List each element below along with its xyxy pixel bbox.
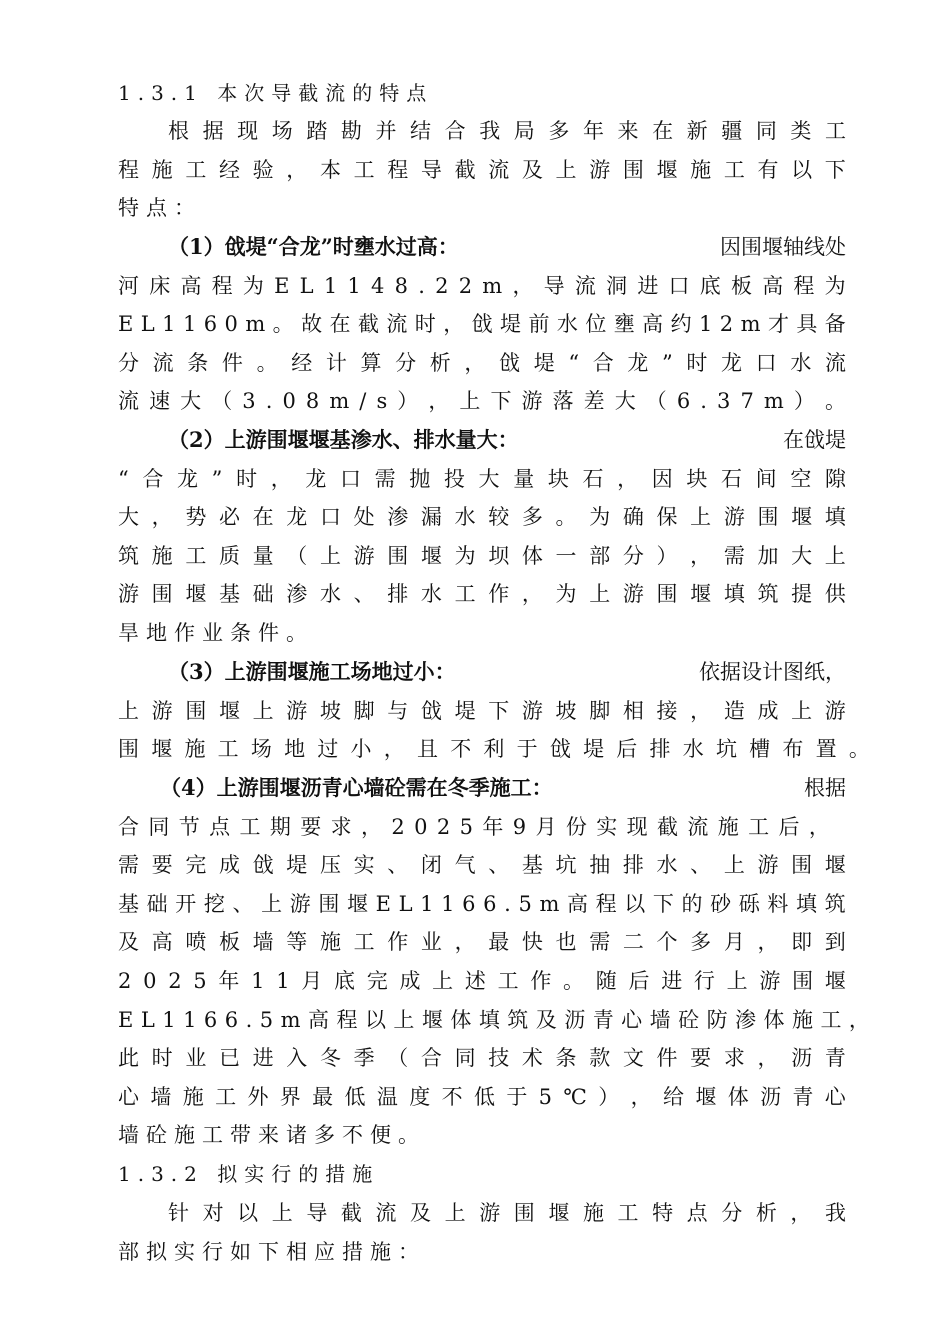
paragraph-line: 游 围 堰 基 础 渗 水 、 排 水 工 作 ， 为 上 游 围 堰 填 筑 提 供 bbox=[118, 582, 846, 607]
paragraph-line: 及 高 喷 板 墙 等 施 工 作 业 ， 最 快 也 需 二 个 多 月 ， 即 到 bbox=[118, 930, 846, 955]
paragraph-line: 因围堰轴线处 bbox=[720, 235, 846, 259]
paragraph-line: 此 时 业 已 进 入 冬 季 （ 合 同 技 术 条 款 文 件 要 求 ， 沥 青 bbox=[118, 1046, 846, 1071]
paragraph-line: E L 1 1 6 0 m 。 故 在 截 流 时 ， 戗 堤 前 水 位 壅 高 约 1 2 m 才 具 备 bbox=[118, 312, 846, 337]
point-3 bbox=[118, 653, 870, 769]
paragraph-line: 分 流 条 件 。 经 计 算 分 析 ， 戗 堤 “ 合 龙 ” 时 龙 口 水 流 bbox=[118, 350, 846, 375]
paragraph-line: 特点： bbox=[118, 196, 202, 221]
point-2-title: （2）上游围堰堰基渗水、排水量大： bbox=[168, 427, 519, 452]
point-1-first-line bbox=[118, 228, 846, 267]
section-1-intro bbox=[118, 112, 846, 228]
paragraph-line: 程 施 工 经 验 ， 本 工 程 导 截 流 及 上 游 围 堰 施 工 有 以 下 bbox=[118, 157, 846, 182]
paragraph-line: 依据设计图纸， bbox=[699, 660, 846, 684]
point-3-first-line bbox=[118, 653, 846, 692]
section-2-intro bbox=[118, 1194, 846, 1271]
point-1-title: （1）戗堤“合龙”时壅水过高： bbox=[168, 234, 459, 259]
point-2 bbox=[118, 421, 846, 653]
section-2-heading-block bbox=[118, 1155, 846, 1194]
paragraph-line: 部拟实行如下相应措施： bbox=[118, 1239, 426, 1264]
paragraph-line: 围 堰 施 工 场 地 过 小 ， 且 不 利 于 戗 堤 后 排 水 坑 槽 布 置 。 bbox=[118, 737, 870, 762]
point-4-first-line bbox=[118, 769, 846, 808]
section-2-heading: 1.3.2 拟实行的措施 bbox=[118, 1162, 380, 1186]
point-4 bbox=[118, 769, 870, 1155]
paragraph-line: 需 要 完 成 戗 堤 压 实 、 闭 气 、 基 坑 抽 排 水 、 上 游 围 堰 bbox=[118, 853, 846, 878]
paragraph-line: 根 据 现 场 踏 勘 并 结 合 我 局 多 年 来 在 新 疆 同 类 工 bbox=[168, 119, 846, 143]
paragraph-line: 大 ， 势 必 在 龙 口 处 渗 漏 水 较 多 。 为 确 保 上 游 围 堰 填 bbox=[118, 505, 846, 530]
paragraph-line: 流 速 大 （ 3 . 0 8 m / s ） ， 上 下 游 落 差 大 （ 6 . 3 7 m ） 。 bbox=[118, 389, 846, 414]
paragraph-line: 针 对 以 上 导 截 流 及 上 游 围 堰 施 工 特 点 分 析 ， 我 bbox=[168, 1201, 846, 1225]
section-1-heading: 1.3.1 本次导截流的特点 bbox=[118, 81, 434, 105]
paragraph-line: 基 础 开 挖 、 上 游 围 堰 E L 1 1 6 6 . 5 m 高 程 以 下 的 砂 砾 料 填 筑 bbox=[118, 891, 846, 916]
paragraph-line: 上 游 围 堰 上 游 坡 脚 与 戗 堤 下 游 坡 脚 相 接 ， 造 成 上 游 bbox=[118, 698, 846, 723]
paragraph-line: E L 1 1 6 6 . 5 m 高 程 以 上 堰 体 填 筑 及 沥 青 心 墙 砼 防 渗 体 施 工 ， bbox=[118, 1007, 870, 1032]
paragraph-line: 筑 施 工 质 量 （ 上 游 围 堰 为 坝 体 一 部 分 ） ， 需 加 大 上 bbox=[118, 543, 846, 568]
paragraph-line: 河 床 高 程 为 E L 1 1 4 8 . 2 2 m ， 导 流 洞 进 口 底 板 高 程 为 bbox=[118, 273, 846, 298]
point-1 bbox=[118, 228, 846, 421]
paragraph-line: 根据 bbox=[804, 776, 846, 800]
paragraph-line: 心 墙 施 工 外 界 最 低 温 度 不 低 于 5 ℃ ） ， 给 堰 体 沥 青 心 bbox=[118, 1084, 846, 1109]
paragraph-line: “ 合 龙 ” 时 ， 龙 口 需 抛 投 大 量 块 石 ， 因 块 石 间 空 隙 bbox=[118, 466, 846, 491]
paragraph-line: 旱地作业条件。 bbox=[118, 620, 314, 645]
paragraph-line: 墙砼施工带来诸多不便。 bbox=[118, 1123, 426, 1148]
point-2-first-line bbox=[118, 421, 846, 460]
paragraph-line: 在戗堤 bbox=[783, 428, 846, 452]
paragraph-line: 2 0 2 5 年 1 1 月 底 完 成 上 述 工 作 。 随 后 进 行 上 游 围 堰 bbox=[118, 968, 846, 993]
paragraph-line: 合 同 节 点 工 期 要 求 ， 2 0 2 5 年 9 月 份 实 现 截 流 施 工 后 ， bbox=[118, 814, 830, 839]
section-1-heading-block bbox=[118, 74, 846, 113]
point-4-title: （4）上游围堰沥青心墙砼需在冬季施工： bbox=[160, 775, 553, 800]
point-3-title: （3）上游围堰施工场地过小： bbox=[168, 659, 456, 684]
